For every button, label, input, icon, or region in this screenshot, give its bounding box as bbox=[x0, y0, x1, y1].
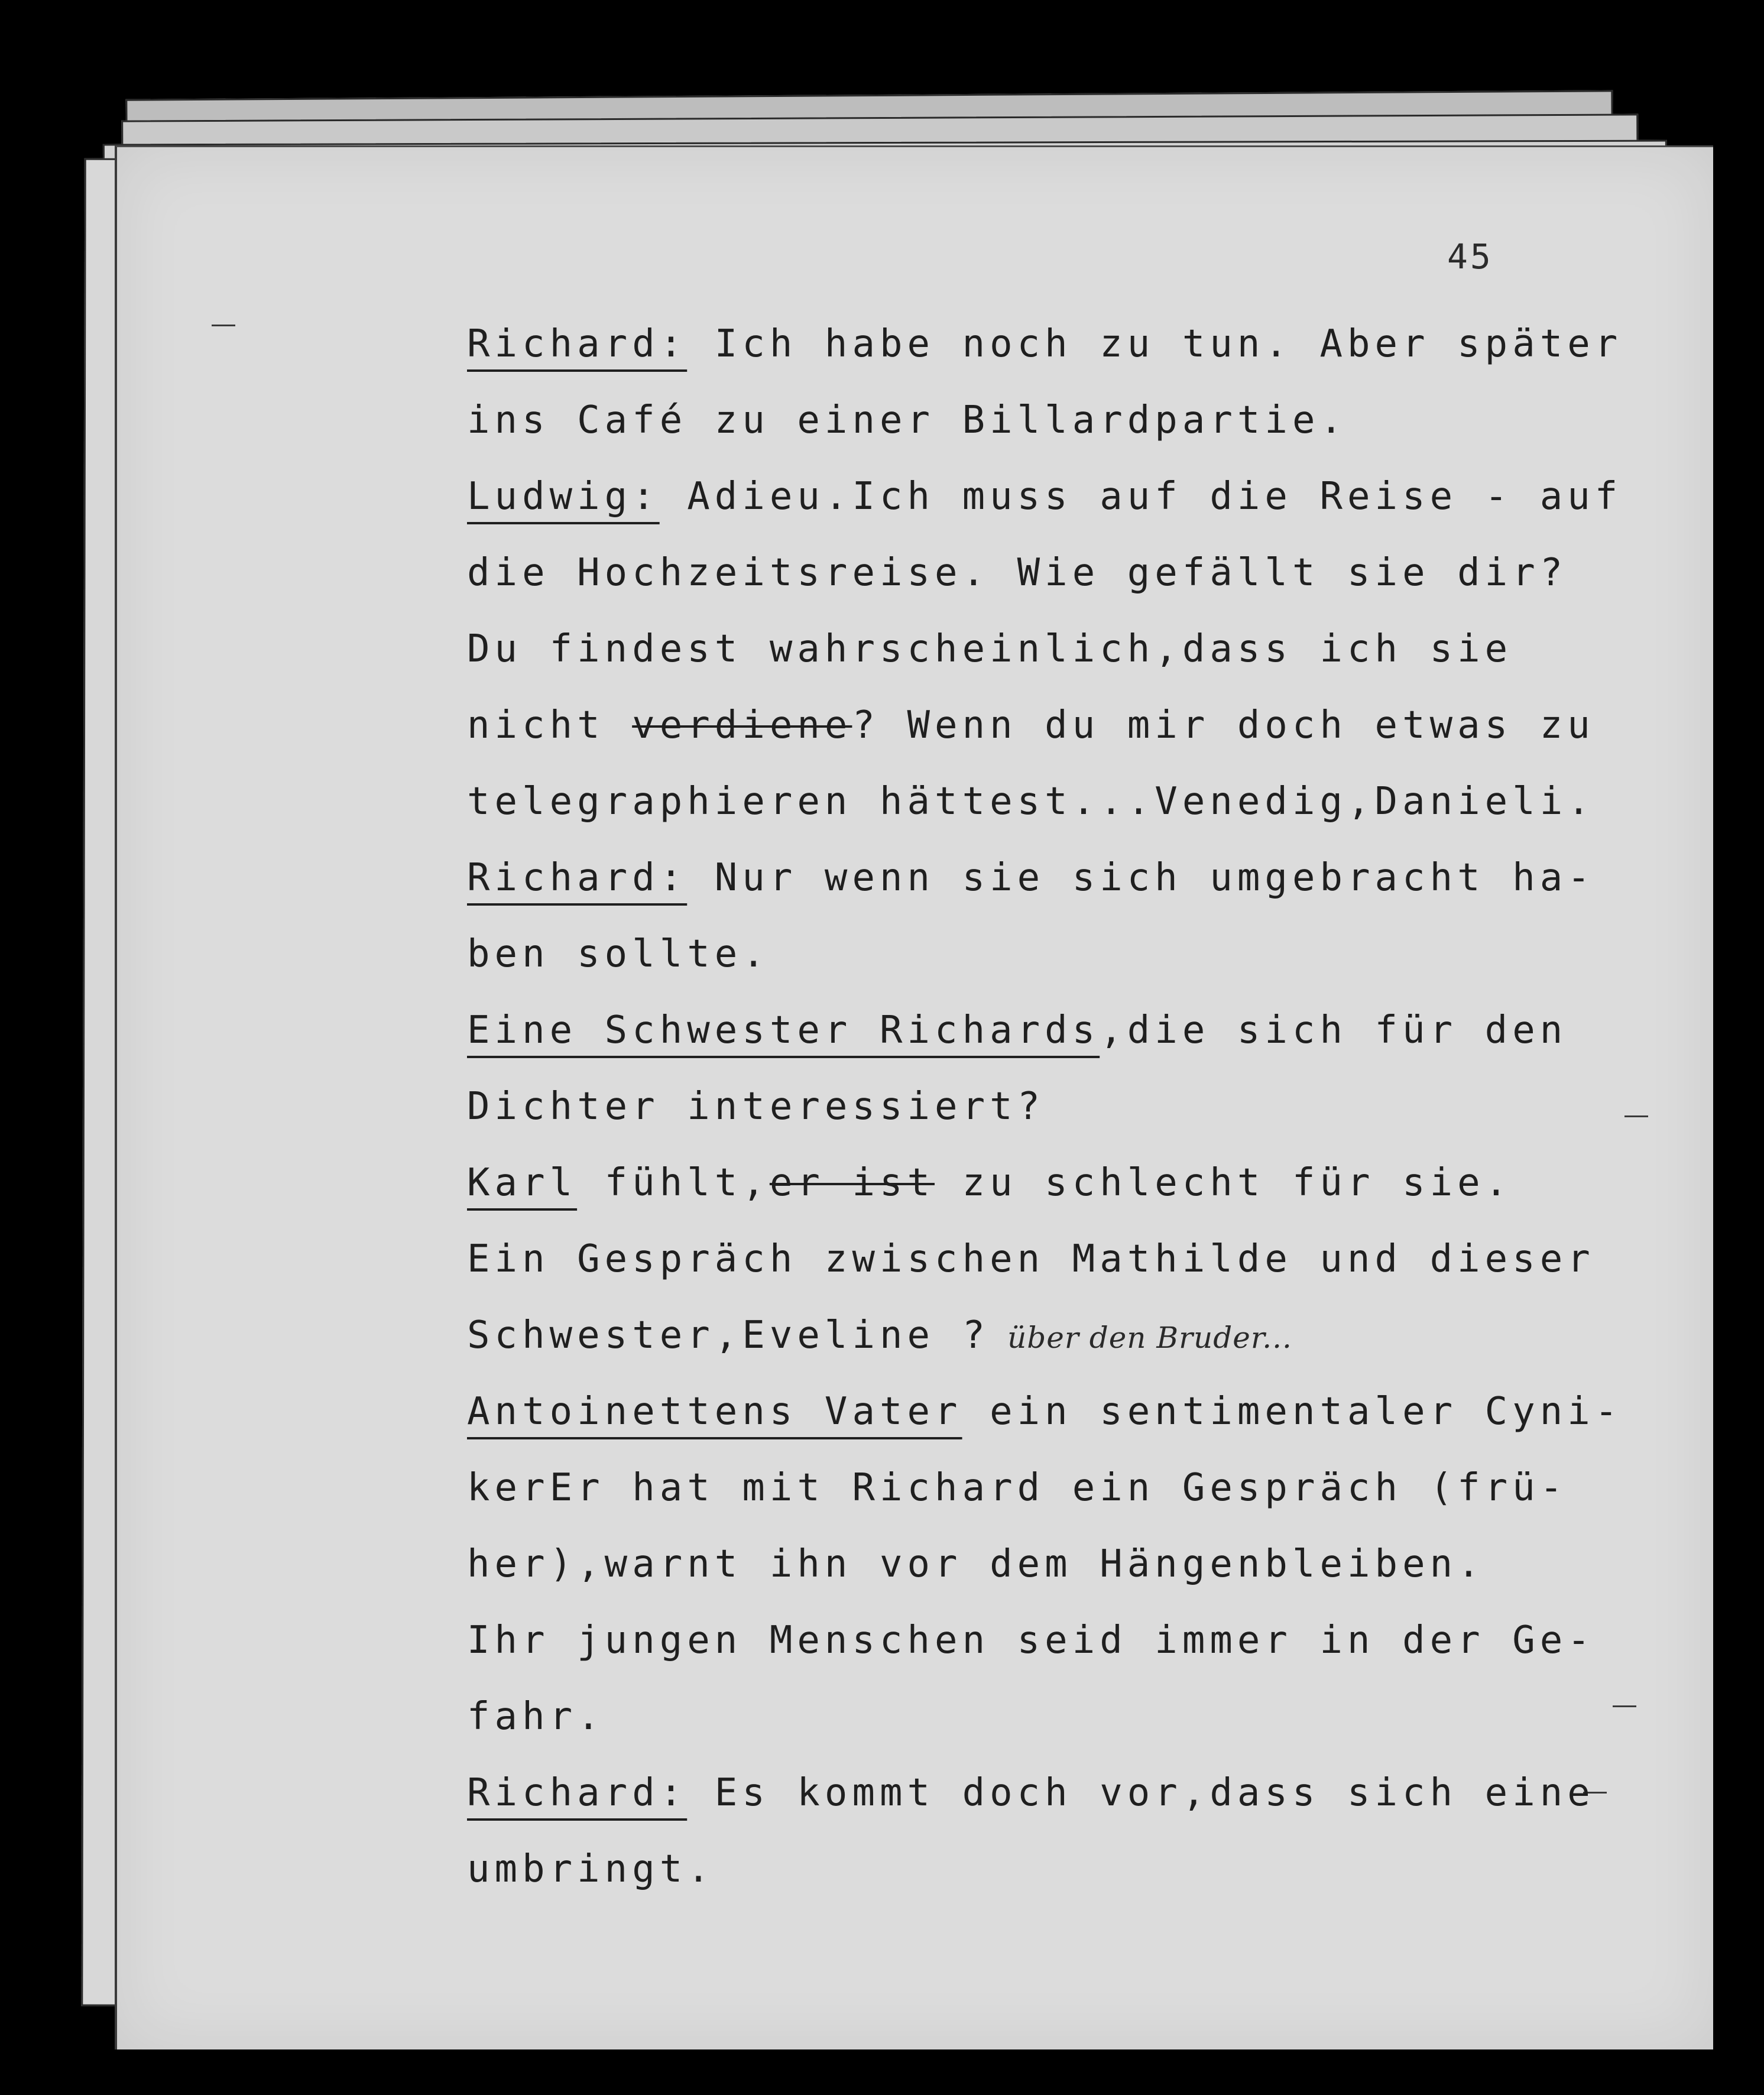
text-line bbox=[467, 916, 1649, 993]
text-line bbox=[467, 535, 1649, 611]
handwritten-note: über den Bruder... bbox=[1007, 1321, 1292, 1355]
line-text: ,die sich für den bbox=[1100, 1008, 1568, 1052]
text-line bbox=[467, 687, 1649, 764]
line-text: her),warnt ihn vor dem Hängenbleiben. bbox=[467, 1542, 1485, 1586]
text-line bbox=[467, 1679, 1649, 1755]
speaker-label: Richard: bbox=[467, 856, 688, 900]
speaker-label: Ludwig: bbox=[467, 475, 660, 518]
line-text: Es kommt doch vor,dass sich eine bbox=[687, 1771, 1595, 1815]
struck-text: er ist bbox=[769, 1161, 935, 1205]
line-text: Ein Gespräch zwischen Mathilde und dieser bbox=[467, 1237, 1595, 1281]
line-text: Adieu.Ich muss auf die Reise - auf bbox=[659, 475, 1623, 518]
line-text: fahr. bbox=[467, 1695, 605, 1739]
line-text: Nur wenn sie sich umgebracht ha- bbox=[687, 856, 1595, 900]
text-line bbox=[467, 993, 1649, 1069]
text-line bbox=[467, 840, 1649, 916]
text-line bbox=[467, 1221, 1649, 1298]
text-line bbox=[467, 1755, 1649, 1831]
line-text: Ich habe noch zu tun. Aber später bbox=[687, 322, 1623, 366]
line-text: Schwester,Eveline ? bbox=[467, 1314, 990, 1357]
text-line bbox=[467, 1145, 1649, 1221]
text-line bbox=[467, 1526, 1649, 1603]
line-text: ein sentimentaler Cyni- bbox=[962, 1390, 1623, 1434]
underlined-text: Eine Schwester Richards bbox=[467, 1008, 1100, 1052]
page-number: 45 bbox=[1447, 236, 1493, 277]
text-line bbox=[467, 1450, 1649, 1526]
text-line bbox=[467, 1603, 1649, 1679]
line-text: ? Wenn du mir doch etwas zu bbox=[852, 703, 1595, 747]
text-line bbox=[467, 1831, 1649, 1908]
text-line bbox=[467, 306, 1649, 382]
line-text: kerEr hat mit Richard ein Gespräch (frü- bbox=[467, 1466, 1568, 1510]
line-text: Ihr jungen Menschen seid immer in der Ge- bbox=[467, 1619, 1595, 1662]
text-line bbox=[467, 611, 1649, 687]
line-text: umbringt. bbox=[467, 1847, 715, 1891]
margin-mark bbox=[212, 325, 235, 326]
typescript-text bbox=[467, 306, 1649, 1908]
text-line bbox=[467, 764, 1649, 840]
line-text: telegraphieren hättest...Venedig,Danieli. bbox=[467, 780, 1595, 823]
underlined-text: Karl bbox=[467, 1161, 578, 1205]
line-text: zu schlecht für sie. bbox=[935, 1161, 1513, 1205]
line-text: die Hochzeitsreise. Wie gefällt sie dir? bbox=[467, 551, 1568, 595]
struck-text: verdiene bbox=[632, 703, 852, 747]
line-text: ins Café zu einer Billardpartie. bbox=[467, 398, 1347, 442]
text-line bbox=[467, 1069, 1649, 1145]
line-text: Dichter interessiert? bbox=[467, 1085, 1045, 1128]
speaker-label: Richard: bbox=[467, 322, 688, 366]
text-line bbox=[467, 1298, 1649, 1374]
line-text: Du findest wahrscheinlich,dass ich sie bbox=[467, 627, 1513, 671]
underlined-text: Antoinettens Vater bbox=[467, 1390, 962, 1434]
text-line bbox=[467, 382, 1649, 459]
line-text: fühlt, bbox=[577, 1161, 770, 1205]
line-text: ben sollte. bbox=[467, 932, 770, 976]
text-line bbox=[467, 1374, 1649, 1450]
text-line bbox=[467, 459, 1649, 535]
line-text: nicht bbox=[467, 703, 633, 747]
speaker-label: Richard: bbox=[467, 1771, 688, 1815]
